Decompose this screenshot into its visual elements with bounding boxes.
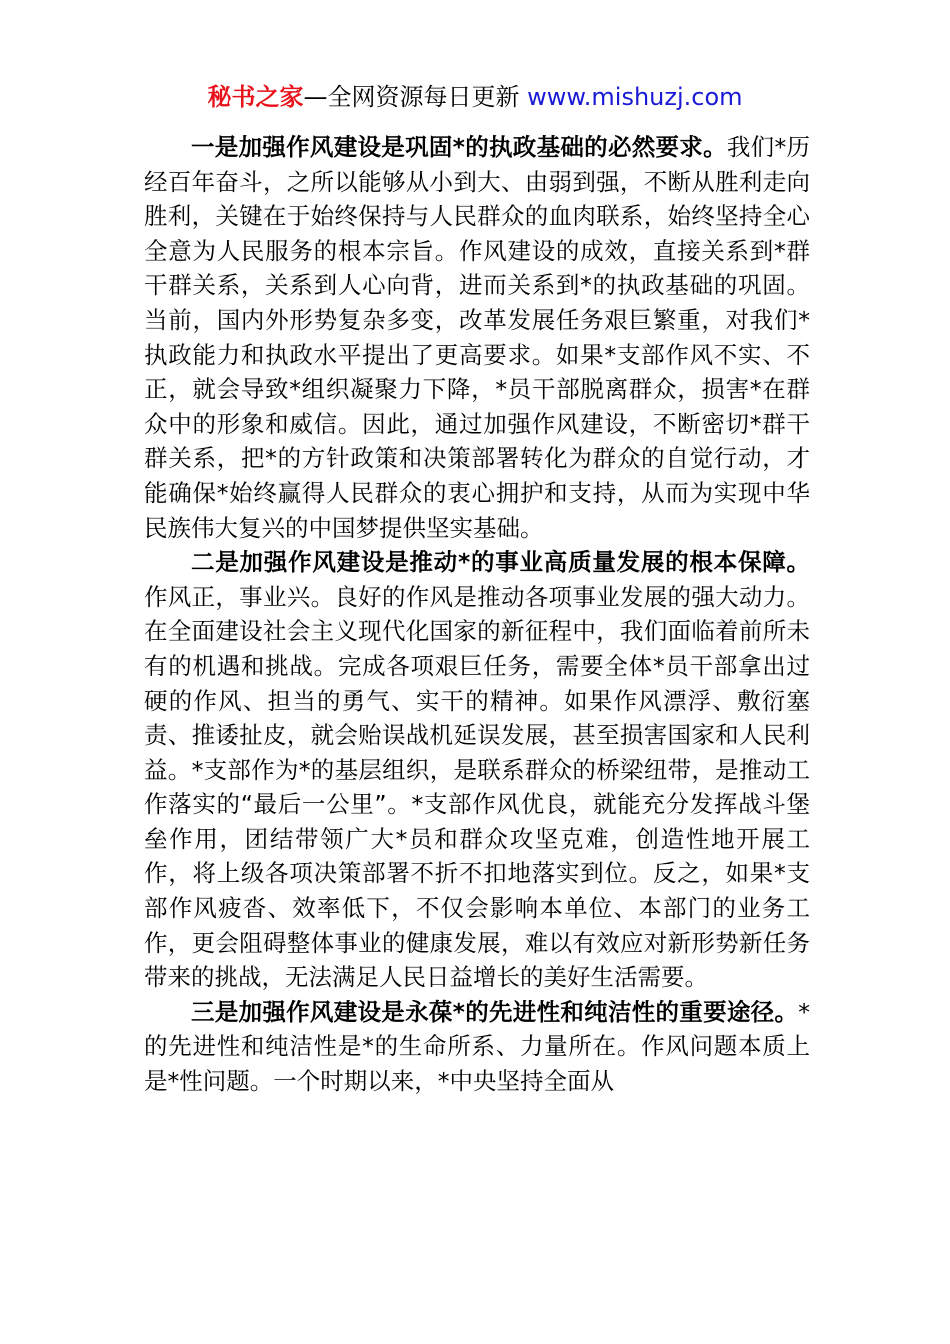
paragraph-2-text: 作风正，事业兴。良好的作风是推动各项事业发展的强大动力。在全面建设社会主义现代化国家的新征程中，我们面临着前所未有的机遇和挑战。完成各项艰巨任务，需要全体*员干部拿出过硬的作风、担当的勇气、实干的精神。如果作风漂浮、敷衍塞责、推诿扯皮，就会贻误战机延误发展，甚至损害国家和人民利益。*支部作为*的基层组织，是联系群众的桥梁纽带，是推动工作落实的“最后一公里”。*支部作风优良，就能充分发挥战斗堡垒作用，团结带领广大*员和群众攻坚克难，创造性地开展工作，将上级各项决策部署不折不扣地落实到位。反之，如果*支部作风疲沓、效率低下，不仅会影响本单位、本部门的业务工作，更会阻碍整体事业的健康发展，难以有效应对新形势新任务带来的挑战，无法满足人民日益增长的美好生活需要。 — [144, 582, 810, 992]
document-body — [144, 130, 810, 1099]
paragraph-1-text: 我们*历经百年奋斗，之所以能够从小到大、由弱到强，不断从胜利走向胜利，关键在于始终保持与人民群众的血肉联系，始终坚持全心全意为人民服务的根本宗旨。作风建设的成效，直接关系到*群干群关系，关系到人心向背，进而关系到*的执政基础的巩固。当前，国内外形势复杂多变，改革发展任务艰巨繁重，对我们*执政能力和执政水平提出了更高要求。如果*支部作风不实、不正，就会导致*组织凝聚力下降，*员干部脱离群众，损害*在群众中的形象和威信。因此，通过加强作风建设，不断密切*群干群关系，把*的方针政策和决策部署转化为群众的自觉行动，才能确保*始终赢得人民群众的衷心拥护和支持，从而为实现中华民族伟大复兴的中国梦提供坚实基础。 — [144, 133, 811, 542]
header-tagline: —全网资源每日更新 — [303, 83, 528, 111]
brand-name: 秘书之家 — [207, 83, 304, 111]
site-url-link[interactable]: www.mishuzj.com — [527, 83, 743, 111]
paragraph-2 — [144, 545, 810, 995]
paragraph-2-heading: 二是加强作风建设是推动*的事业高质量发展的根本保障。 — [191, 548, 810, 577]
paragraph-1-heading: 一是加强作风建设是巩固*的执政基础的必然要求。 — [191, 133, 727, 161]
paragraph-1 — [144, 130, 810, 545]
paragraph-3 — [144, 995, 810, 1099]
paragraph-3-text: *的先进性和纯洁性是*的生命所系、力量所在。作风问题本质上是*性问题。一个时期以来，*中央坚持全面从 — [144, 997, 810, 1096]
site-header — [0, 80, 950, 114]
paragraph-3-heading: 三是加强作风建设是永葆*的先进性和纯洁性的重要途径。 — [191, 997, 799, 1026]
